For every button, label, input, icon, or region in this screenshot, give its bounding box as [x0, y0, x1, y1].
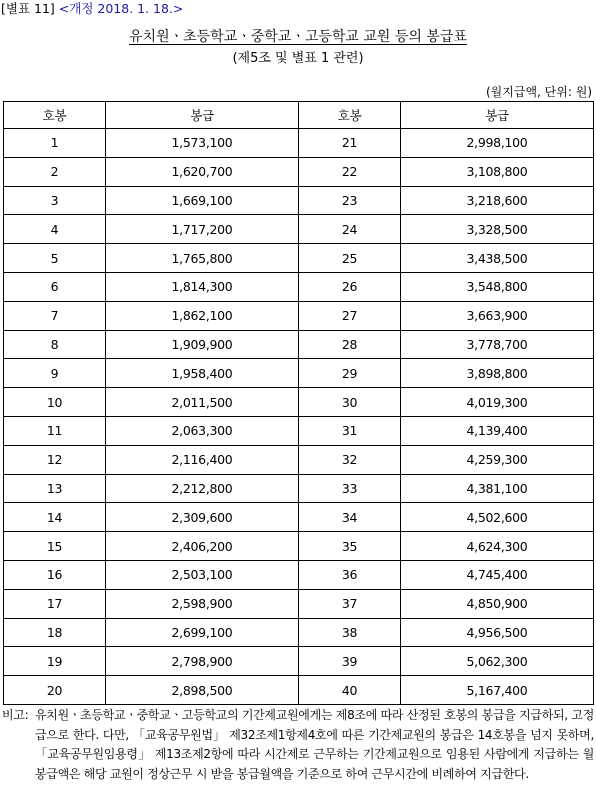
revision-link[interactable]: <개정 2018. 1. 18.>	[58, 1, 184, 16]
grade-cell: 37	[299, 589, 401, 618]
salary-table	[3, 101, 594, 705]
salary-cell: 4,956,500	[401, 618, 594, 647]
salary-cell: 2,011,500	[106, 388, 299, 417]
salary-table-body	[4, 129, 594, 705]
unit-note: (월지급액, 단위: 원)	[486, 85, 592, 99]
grade-cell: 29	[299, 359, 401, 388]
document-title: 유치원ㆍ초등학교ㆍ중학교ㆍ고등학교 교원 등의 봉급표	[129, 29, 467, 45]
salary-cell: 4,139,400	[401, 416, 594, 445]
grade-cell: 14	[4, 503, 106, 532]
grade-cell: 27	[299, 301, 401, 330]
grade-cell: 21	[299, 129, 401, 158]
column-header-salary: 봉급	[401, 102, 594, 129]
salary-cell: 2,063,300	[106, 416, 299, 445]
grade-cell: 12	[4, 445, 106, 474]
salary-cell: 4,850,900	[401, 589, 594, 618]
salary-cell: 2,699,100	[106, 618, 299, 647]
grade-cell: 9	[4, 359, 106, 388]
table-row	[4, 474, 594, 503]
grade-cell: 35	[299, 532, 401, 561]
grade-cell: 25	[299, 244, 401, 273]
table-row	[4, 445, 594, 474]
table-row	[4, 503, 594, 532]
salary-cell: 3,438,500	[401, 244, 594, 273]
grade-cell: 26	[299, 272, 401, 301]
table-row	[4, 244, 594, 273]
salary-cell: 1,909,900	[106, 330, 299, 359]
column-header-grade: 호봉	[4, 102, 106, 129]
grade-cell: 19	[4, 647, 106, 676]
document-subtitle: (제5조 및 별표 1 관련)	[232, 51, 364, 66]
salary-cell: 5,062,300	[401, 647, 594, 676]
salary-cell: 3,898,800	[401, 359, 594, 388]
grade-cell: 13	[4, 474, 106, 503]
grade-cell: 8	[4, 330, 106, 359]
salary-cell: 3,548,800	[401, 272, 594, 301]
salary-cell: 2,503,100	[106, 560, 299, 589]
grade-cell: 31	[299, 416, 401, 445]
grade-cell: 39	[299, 647, 401, 676]
table-row	[4, 532, 594, 561]
grade-cell: 17	[4, 589, 106, 618]
salary-cell: 1,573,100	[106, 129, 299, 158]
salary-cell: 3,218,600	[401, 186, 594, 215]
salary-cell: 2,406,200	[106, 532, 299, 561]
grade-cell: 40	[299, 676, 401, 705]
grade-cell: 1	[4, 129, 106, 158]
grade-cell: 34	[299, 503, 401, 532]
grade-cell: 33	[299, 474, 401, 503]
salary-cell: 3,328,500	[401, 215, 594, 244]
salary-cell: 2,212,800	[106, 474, 299, 503]
salary-cell: 2,798,900	[106, 647, 299, 676]
grade-cell: 5	[4, 244, 106, 273]
table-row	[4, 186, 594, 215]
table-row	[4, 157, 594, 186]
grade-cell: 20	[4, 676, 106, 705]
salary-cell: 4,259,300	[401, 445, 594, 474]
table-row	[4, 647, 594, 676]
grade-cell: 38	[299, 618, 401, 647]
table-row	[4, 129, 594, 158]
salary-cell: 2,309,600	[106, 503, 299, 532]
table-row	[4, 560, 594, 589]
salary-cell: 2,998,100	[401, 129, 594, 158]
grade-cell: 11	[4, 416, 106, 445]
salary-cell: 4,019,300	[401, 388, 594, 417]
grade-cell: 36	[299, 560, 401, 589]
table-header-row	[4, 102, 594, 129]
grade-cell: 28	[299, 330, 401, 359]
salary-cell: 3,108,800	[401, 157, 594, 186]
grade-cell: 10	[4, 388, 106, 417]
grade-cell: 23	[299, 186, 401, 215]
table-row	[4, 359, 594, 388]
salary-cell: 1,620,700	[106, 157, 299, 186]
grade-cell: 7	[4, 301, 106, 330]
table-row	[4, 618, 594, 647]
table-row	[4, 301, 594, 330]
column-header-salary: 봉급	[106, 102, 299, 129]
salary-cell: 1,669,100	[106, 186, 299, 215]
table-row	[4, 388, 594, 417]
remarks-label: 비고:	[2, 708, 29, 722]
table-row	[4, 330, 594, 359]
table-row	[4, 272, 594, 301]
salary-cell: 4,624,300	[401, 532, 594, 561]
column-header-grade: 호봉	[299, 102, 401, 129]
salary-cell: 1,717,200	[106, 215, 299, 244]
salary-cell: 1,765,800	[106, 244, 299, 273]
salary-cell: 2,598,900	[106, 589, 299, 618]
grade-cell: 18	[4, 618, 106, 647]
table-row	[4, 589, 594, 618]
grade-cell: 2	[4, 157, 106, 186]
salary-cell: 1,862,100	[106, 301, 299, 330]
salary-cell: 2,898,500	[106, 676, 299, 705]
salary-cell: 4,502,600	[401, 503, 594, 532]
salary-cell: 1,814,300	[106, 272, 299, 301]
revision-header	[1, 1, 183, 17]
grade-cell: 24	[299, 215, 401, 244]
grade-cell: 15	[4, 532, 106, 561]
grade-cell: 30	[299, 388, 401, 417]
salary-cell: 3,778,700	[401, 330, 594, 359]
grade-cell: 22	[299, 157, 401, 186]
salary-cell: 2,116,400	[106, 445, 299, 474]
grade-cell: 6	[4, 272, 106, 301]
table-row	[4, 676, 594, 705]
salary-cell: 3,663,900	[401, 301, 594, 330]
grade-cell: 4	[4, 215, 106, 244]
appendix-label: [별표 11]	[1, 1, 55, 16]
salary-cell: 1,958,400	[106, 359, 299, 388]
grade-cell: 3	[4, 186, 106, 215]
grade-cell: 32	[299, 445, 401, 474]
table-row	[4, 215, 594, 244]
grade-cell: 16	[4, 560, 106, 589]
remarks-note	[2, 706, 594, 784]
remarks-text: 유치원ㆍ초등학교ㆍ중학교ㆍ고등학교의 기간제교원에게는 제8조에 따라 산정된 호봉의 봉급을 지급하되, 고정급으로 한다. 다만, 「교육공무원법」 제32조제1항제4호에 따른 기간제교원의 봉급은 14호봉을 넘지 못하며, 「교육공무원임용령」 제13조제2항에 따라 시간제로 근무하는 기간제교원으로 임용된 사람에게 지급하는 월봉급액은 해당 교원이 정상근무 시 받을 봉급월액을 기준으로 하여 근무시간에 비례하여 지급한다.	[35, 708, 594, 781]
salary-cell: 5,167,400	[401, 676, 594, 705]
table-row	[4, 416, 594, 445]
salary-cell: 4,381,100	[401, 474, 594, 503]
salary-cell: 4,745,400	[401, 560, 594, 589]
